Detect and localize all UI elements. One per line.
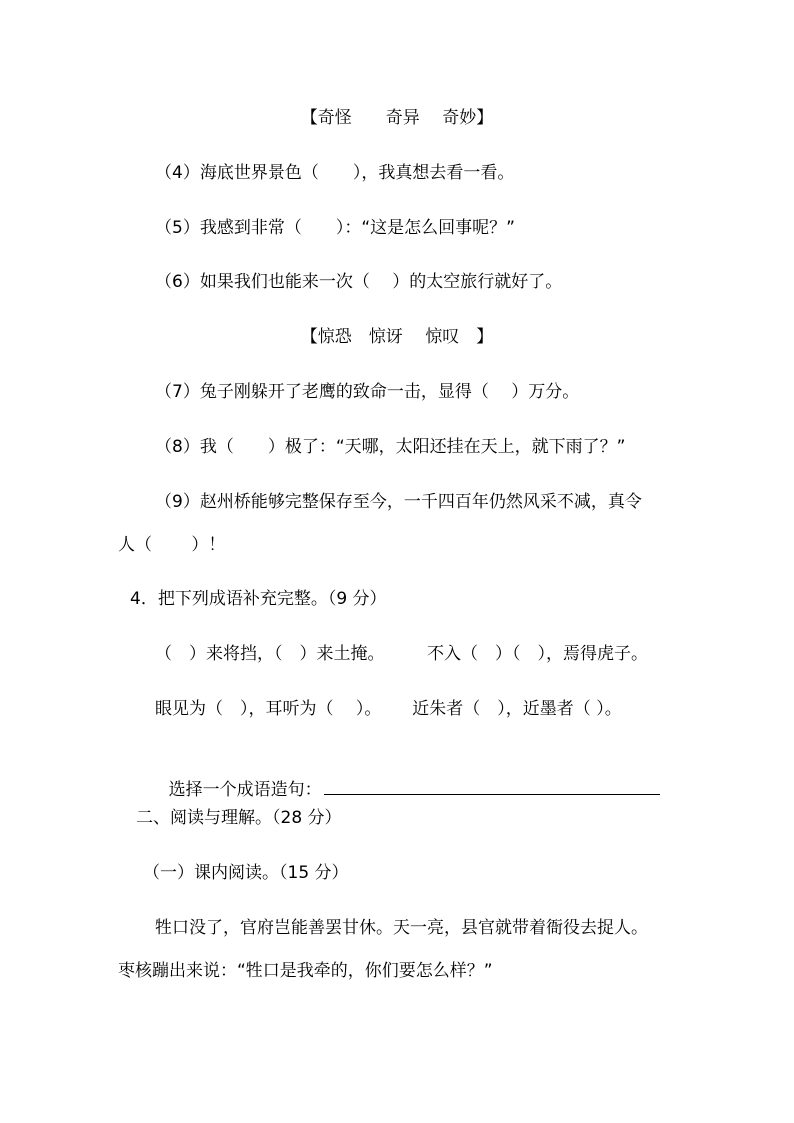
question-5: （5）我感到非常（ ）：“这是怎么回事呢？” — [155, 218, 515, 238]
question-7: （7）兔子刚躲开了老鹰的致命一击，显得（ ）万分。 — [155, 382, 580, 402]
question-9-line-1: （9）赵州桥能够完整保存至今，一千四百年仍然风采不减，真令 — [155, 492, 642, 512]
sentence-answer-line — [324, 776, 660, 795]
question-6: （6）如果我们也能来一次（ ）的太空旅行就好了。 — [155, 272, 563, 292]
question-4: （4）海底世界景色（ ），我真想去看一看。 — [155, 163, 515, 183]
idiom-row-2: 眼见为（ ），耳听为（ ）。 近朱者（ ），近墨者（ ）。 — [155, 699, 622, 719]
passage-line-2: 枣核蹦出来说：“牲口是我牵的，你们要怎么样？” — [118, 961, 493, 981]
word-choice-heading-jing: 【惊恐 惊讶 惊叹 】 — [300, 327, 494, 347]
section-4-title: 4．把下列成语补充完整。（9 分） — [130, 589, 387, 609]
passage-line-1: 牲口没了，官府岂能善罢甘休。天一亮，县官就带着衙役去捉人。 — [155, 918, 648, 938]
part-2-title: 二、阅读与理解。（28 分） — [136, 808, 342, 828]
idiom-row-1: （ ）来将挡，（ ）来土掩。 不入（ ）（ ），焉得虎子。 — [155, 644, 648, 664]
sentence-prompt-label: 选择一个成语造句： — [168, 780, 322, 800]
question-8: （8）我（ ）极了：“天哪，太阳还挂在天上，就下雨了？” — [155, 437, 626, 457]
part-2-subsection-1: （一）课内阅读。（15 分） — [143, 863, 349, 883]
question-9-line-2: 人（ ）！ — [118, 535, 226, 555]
word-choice-heading-qi: 【奇怪 奇异 奇妙】 — [300, 108, 494, 128]
